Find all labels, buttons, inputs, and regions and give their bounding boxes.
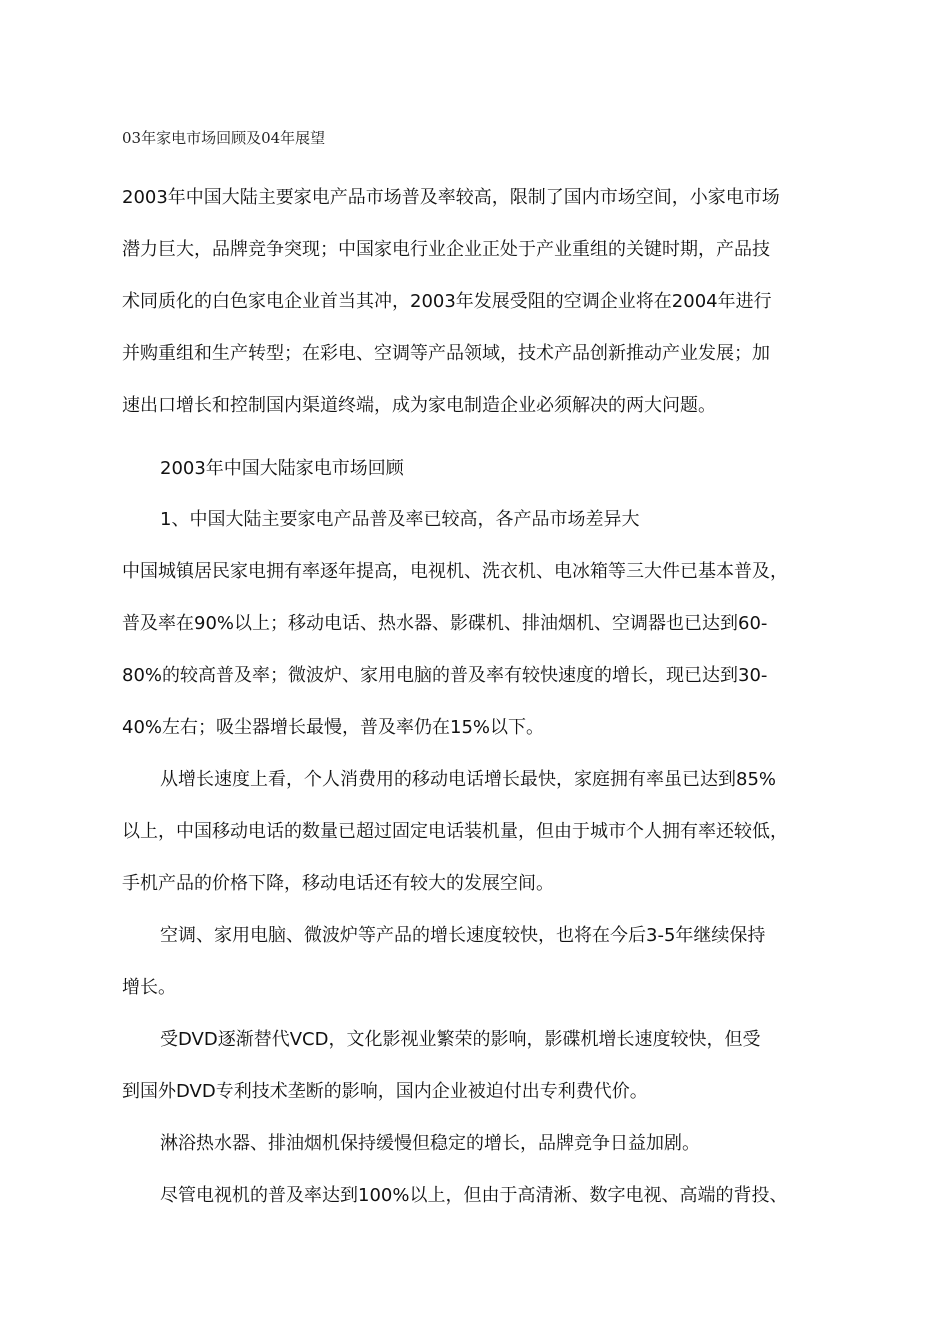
dvd-line: 到国外DVD专利技术垄断的影响，国内企业被迫付出专利费代价。 xyxy=(122,1081,648,1102)
penetration-line: 中国城镇居民家电拥有率逐年提高，电视机、洗衣机、电冰箱等三大件已基本普及， xyxy=(122,561,788,582)
mobile-line: 从增长速度上看，个人消费用的移动电话增长最快，家庭拥有率虽已达到85% xyxy=(160,769,777,790)
mobile-line: 以上，中国移动电话的数量已超过固定电话装机量，但由于城市个人拥有率还较低， xyxy=(122,821,788,842)
penetration-line: 40%左右；吸尘器增长最慢，普及率仍在15%以下。 xyxy=(122,717,545,738)
intro-line: 2003年中国大陆主要家电产品市场普及率较高，限制了国内市场空间，小家电市场 xyxy=(122,187,780,208)
water-heater-line: 淋浴热水器、排油烟机保持缓慢但稳定的增长，品牌竞争日益加剧。 xyxy=(160,1133,700,1154)
growth-line: 空调、家用电脑、微波炉等产品的增长速度较快，也将在今后3-5年继续保持 xyxy=(160,925,766,946)
intro-line: 速出口增长和控制国内渠道终端，成为家电制造企业必须解决的两大问题。 xyxy=(122,395,716,416)
intro-line: 潜力巨大，品牌竞争突现；中国家电行业企业正处于产业重组的关键时期，产品技 xyxy=(122,239,770,260)
penetration-line: 普及率在90%以上；移动电话、热水器、影碟机、排油烟机、空调器也已达到60- xyxy=(122,613,768,634)
section-body xyxy=(122,494,830,1222)
penetration-line: 80%的较高普及率；微波炉、家用电脑的普及率有较快速度的增长，现已达到30- xyxy=(122,665,768,686)
subheading: 1、中国大陆主要家电产品普及率已较高，各产品市场差异大 xyxy=(160,509,640,530)
intro-line: 术同质化的白色家电企业首当其冲，2003年发展受阻的空调企业将在2004年进行 xyxy=(122,291,772,312)
intro-line: 并购重组和生产转型；在彩电、空调等产品领域，技术产品创新推动产业发展；加 xyxy=(122,343,770,364)
intro-paragraph xyxy=(122,172,830,432)
section-heading-block xyxy=(122,443,830,495)
dvd-line: 受DVD逐渐替代VCD，文化影视业繁荣的影响，影碟机增长速度较快，但受 xyxy=(160,1029,761,1050)
document-title: 03年家电市场回顾及04年展望 xyxy=(122,129,326,147)
mobile-line: 手机产品的价格下降，移动电话还有较大的发展空间。 xyxy=(122,873,554,894)
tv-line: 尽管电视机的普及率达到100%以上，但由于高清淅、数字电视、高端的背投、 xyxy=(160,1185,788,1206)
growth-line: 增长。 xyxy=(122,977,176,998)
section-heading: 2003年中国大陆家电市场回顾 xyxy=(160,458,404,479)
